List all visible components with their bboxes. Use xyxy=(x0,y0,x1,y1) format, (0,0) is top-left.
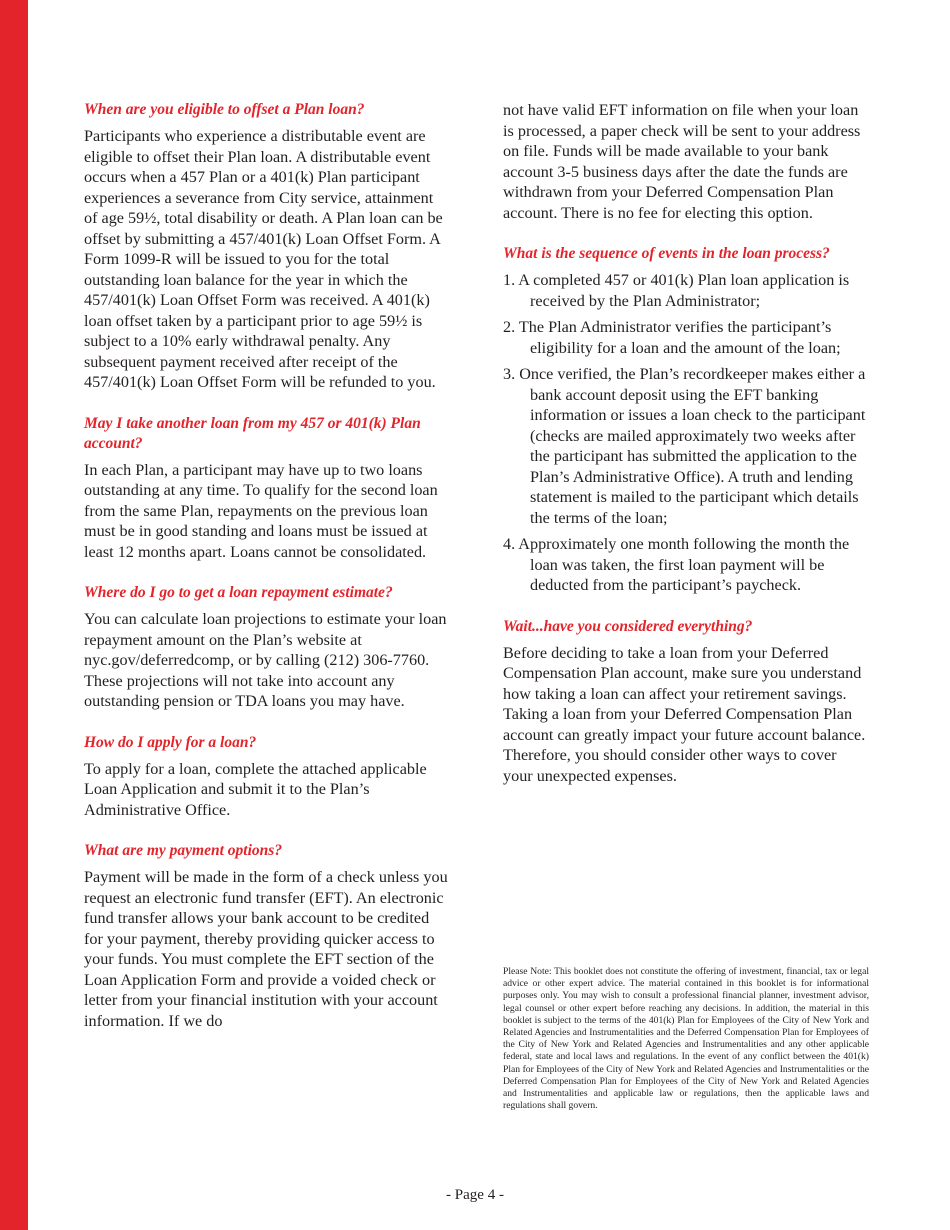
section-text: In each Plan, a participant may have up to two loans outstanding at any time. To qualify for the second loan from the same Plan, repayments on the previous loan must be in good standing and loans must be issued at least 12 months apart. Loans cannot be consolidated. xyxy=(84,460,438,561)
sequence-step: 1. A completed 457 or 401(k) Plan loan application is received by the Plan Administrator; xyxy=(503,271,850,310)
section-heading: When are you eligible to offset a Plan loan? xyxy=(84,101,365,118)
section-payment-options xyxy=(84,841,448,1031)
sequence-step: 3. Once verified, the Plan’s recordkeeper makes either a bank account deposit using the EFT banking information or issues a loan check to the participant (checks are mailed approximately two weeks after the participant has submitted the application to the Plan’s Administrative Office). A truth and lending statement is mailed to the participant which details the terms of the loan; xyxy=(503,365,866,527)
section-text: To apply for a loan, complete the attached applicable Loan Application and submit it to the Plan’s Administrative Office. xyxy=(84,759,427,819)
sequence-step: 4. Approximately one month following the month the loan was taken, the first loan payment will be deducted from the participant’s paycheck. xyxy=(503,535,850,594)
sequence-list xyxy=(503,270,869,596)
sequence-step: 2. The Plan Administrator verifies the participant’s eligibility for a loan and the amount of the loan; xyxy=(503,318,841,357)
section-heading: Wait...have you considered everything? xyxy=(503,617,753,635)
section-text: Participants who experience a distributable event are eligible to offset their Plan loan. A distributable event occurs when a 457 Plan or a 401(k) Plan participant experiences a severance from City service, attainment of age 59½, total disability or death. A Plan loan can be offset by submitting a 457/401(k) Loan Offset Form. A Form 1099-R will be issued to you for the total outstanding loan balance for the year in which the 457/401(k) Loan Offset Form was received. A 401(k) loan offset taken by a participant prior to age 59½ is subject to a 10% early withdrawal penalty. Any subsequent payment received after receipt of the 457/401(k) Loan Offset Form will be refunded to you. xyxy=(84,127,443,391)
section-heading: May I take another loan from my 457 or 401(k) Plan account? xyxy=(84,414,421,452)
section-another-loan xyxy=(84,414,448,563)
right-column xyxy=(503,100,869,807)
section-repayment-estimate xyxy=(84,583,448,712)
red-margin-bar xyxy=(0,0,28,1230)
disclaimer-note: Please Note: This booklet does not constitute the offering of investment, financial, tax or legal advice or other expert advice. The material contained in this booklet is for informational purposes only. You may wish to consult a professional financial planner, investment advisor, legal counsel or other expert before reaching any decisions. In addition, the material in this booklet is subject to the terms of the 401(k) Plan for Employees of the City of New York and Related Agencies and Instrumentalities and the Deferred Compensation Plan for Employees of the City of New York and Related Agencies and Instrumentalities and any other applicable federal, state and local laws and regulations. In the event of any conflict between the 401(k) Plan for Employees of the City of New York and Related Agencies and Instrumentalities or the Deferred Compensation Plan for Employees of the City of New York and Related Agencies and Instrumentalities and applicable law or regulations, then the applicable laws and regulations shall govern. xyxy=(503,966,869,1112)
section-heading: Where do I go to get a loan repayment estimate? xyxy=(84,584,393,601)
section-text: not have valid EFT information on file when your loan is processed, a paper check will be sent to your address on file. Funds will be made available to your bank account 3-5 business days after the date the funds are withdrawn from your Deferred Compensation Plan account. There is no fee for electing this option. xyxy=(503,101,861,222)
section-consider-everything xyxy=(503,617,869,787)
page-number: - Page 4 - xyxy=(446,1187,504,1203)
section-text: Before deciding to take a loan from your Deferred Compensation Plan account, make sure you understand how taking a loan can affect your retirement savings. Taking a loan from your Deferred Compensation Plan account can greatly impact your future account balance. Therefore, you should consider other ways to cover your unexpected expenses. xyxy=(503,643,866,785)
section-heading: How do I apply for a loan? xyxy=(84,733,257,751)
section-text: You can calculate loan projections to estimate your loan repayment amount on the Plan’s website at nyc.gov/deferredcomp, or by calling (212) 306-7760. These projections will not take into account any outstanding pension or TDA loans you may have. xyxy=(84,610,447,710)
section-payment-options-continued xyxy=(503,100,869,223)
section-heading: What is the sequence of events in the loan process? xyxy=(503,245,830,262)
section-text: Payment will be made in the form of a check unless you request an electronic fund transfer (EFT). An electronic fund transfer allows your bank account to be credited for your payment, thereby providing quicker access to your funds. You must complete the EFT section of the Loan Application Form and provide a voided check or letter from your financial institution with your account information. If we do xyxy=(84,868,448,1030)
section-apply xyxy=(84,733,448,821)
section-loan-sequence xyxy=(503,244,869,596)
section-offset-eligibility xyxy=(84,100,448,393)
section-heading: What are my payment options? xyxy=(84,842,283,859)
left-column xyxy=(84,100,448,1052)
